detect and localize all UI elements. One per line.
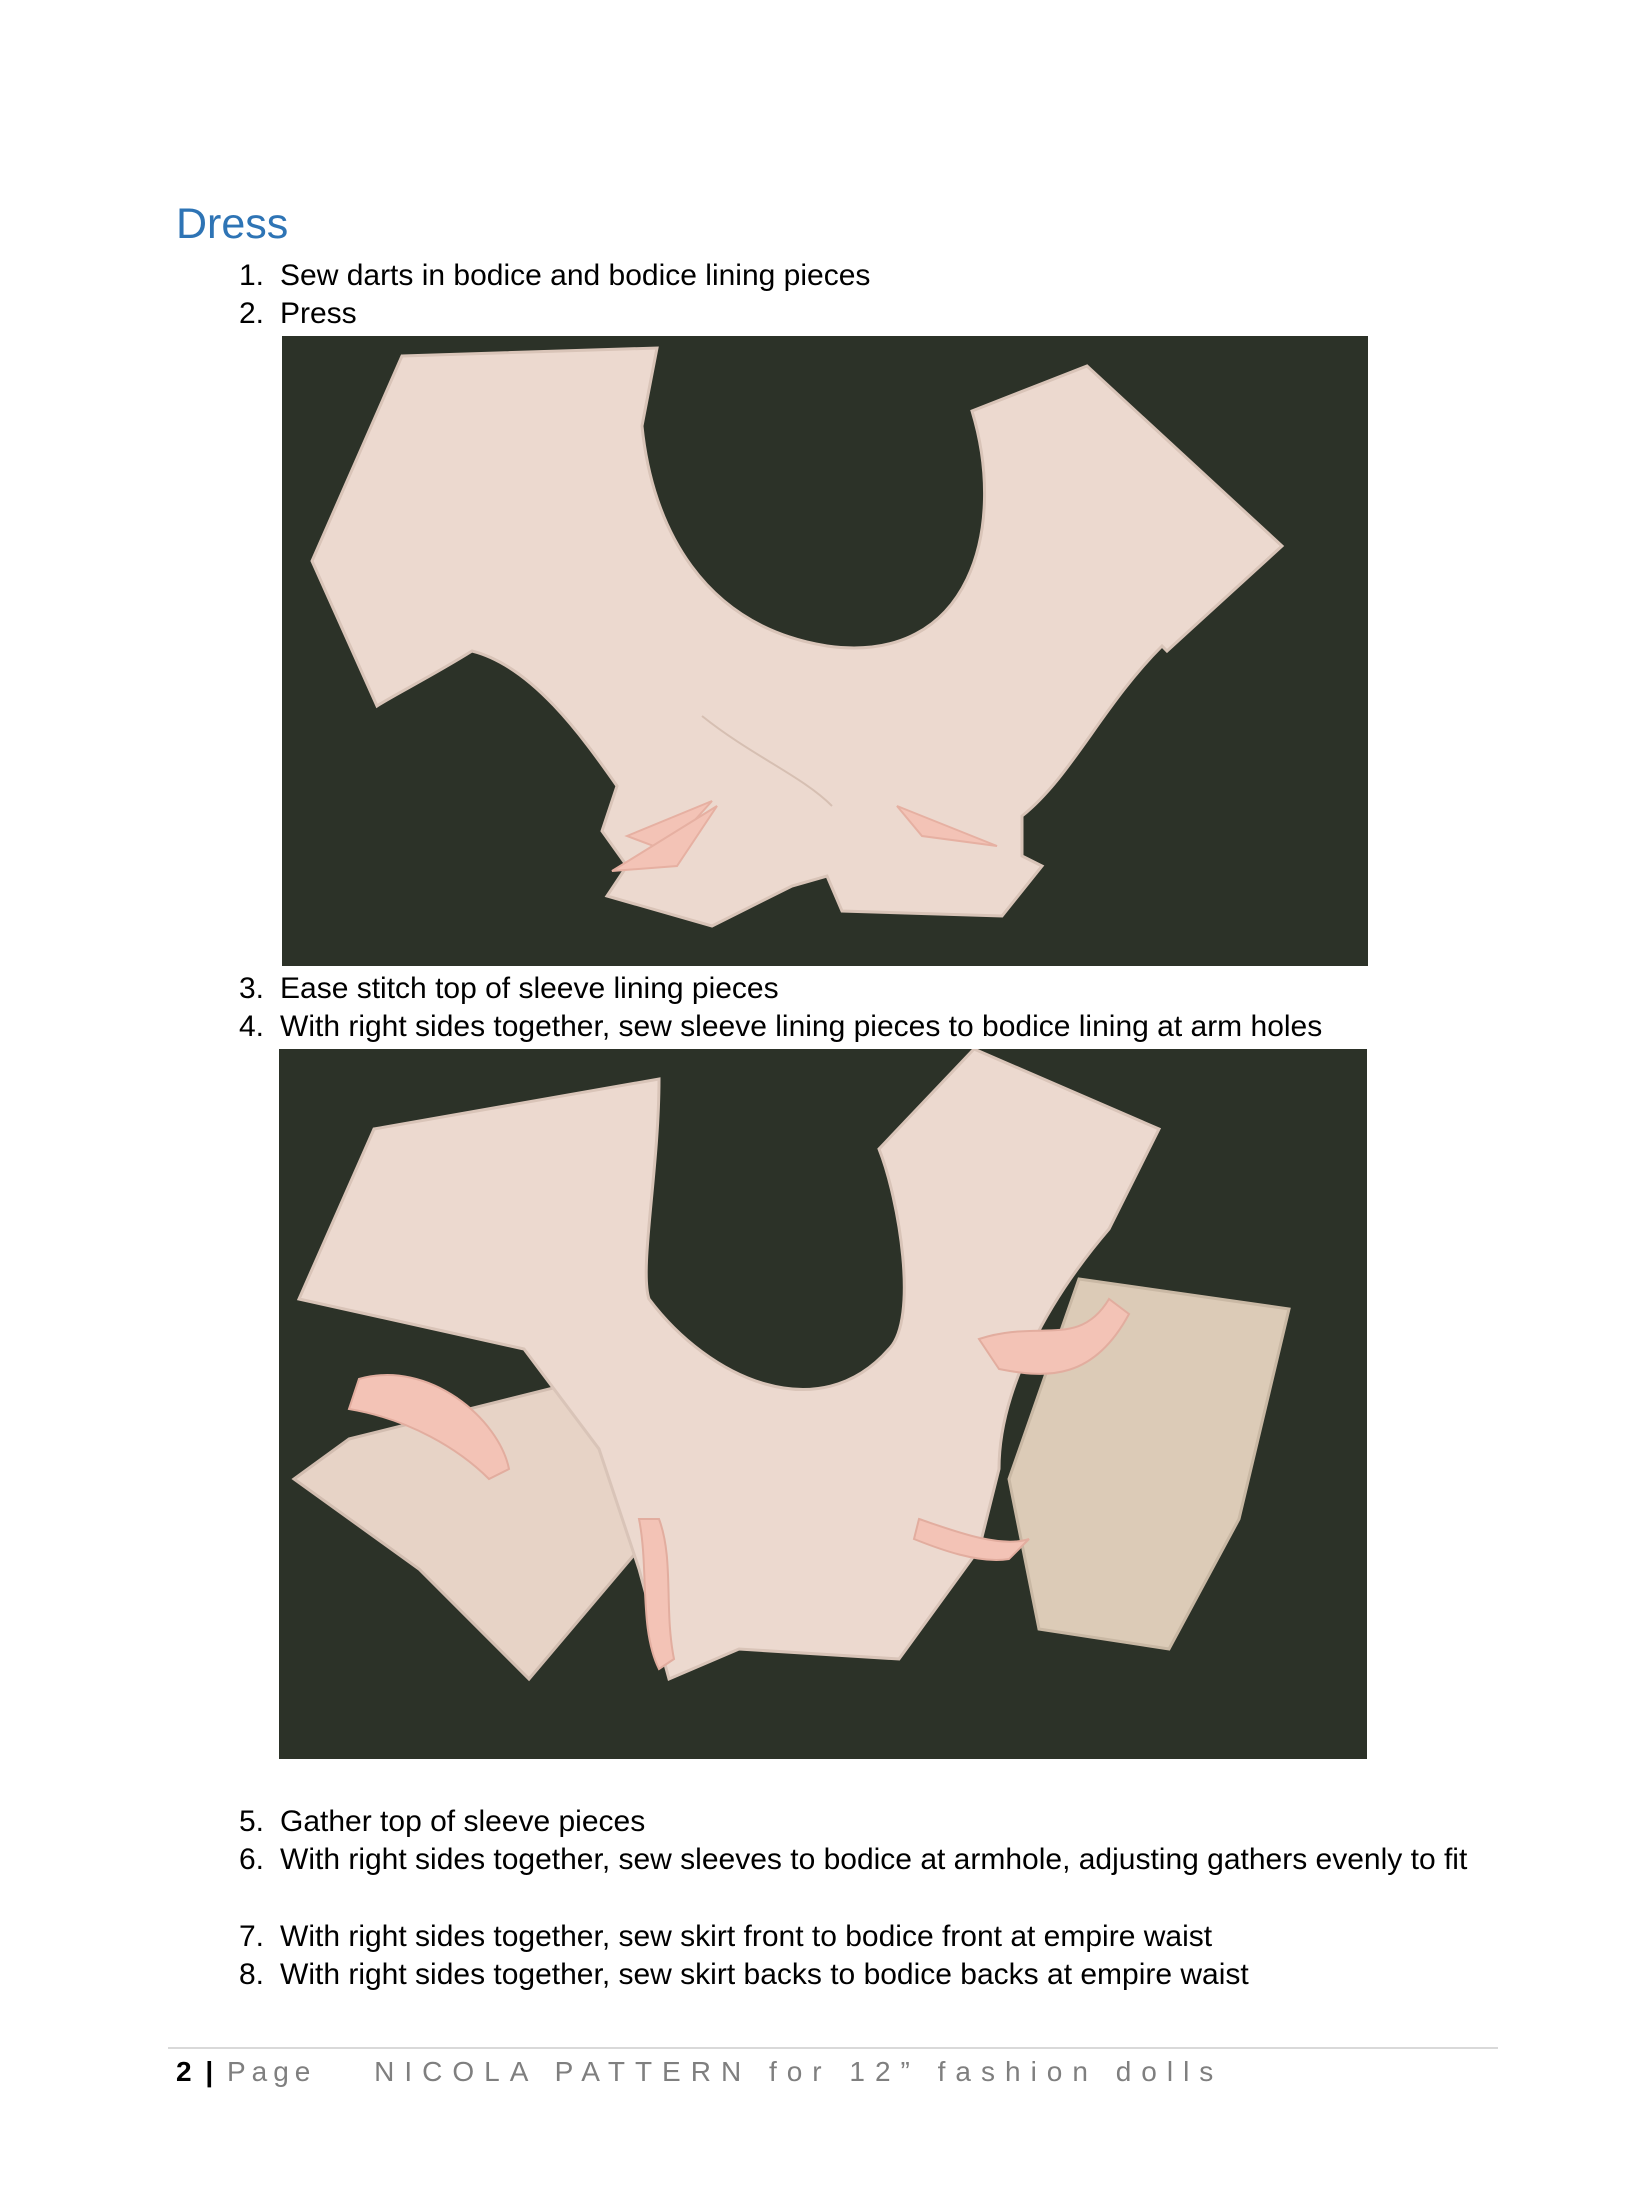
step-number: 2.	[238, 297, 264, 330]
sleeve-lining-illustration	[279, 1049, 1367, 1759]
page-label: Page	[226, 2056, 317, 2087]
sleeve-lining-photo	[279, 1049, 1367, 1759]
step-text: With right sides together, sew skirt backs to bodice backs at empire waist	[280, 1958, 1249, 1991]
bodice-darts-photo	[282, 336, 1368, 966]
footer-separator: |	[205, 2056, 214, 2087]
step-number: 4.	[238, 1010, 264, 1043]
section-heading: Dress	[176, 200, 289, 248]
step-number: 8.	[238, 1958, 264, 1991]
page-footer	[176, 2052, 1223, 2092]
bodice-darts-illustration	[282, 336, 1368, 966]
step-text: With right sides together, sew skirt front to bodice front at empire waist	[280, 1920, 1213, 1953]
step-text: Press	[280, 297, 357, 330]
step-text: Sew darts in bodice and bodice lining pieces	[280, 259, 871, 292]
step-number: 6.	[238, 1843, 264, 1876]
page-number: 2	[176, 2056, 192, 2087]
footer-title: NICOLA PATTERN for 12” fashion dolls	[374, 2056, 1224, 2087]
step-text: Ease stitch top of sleeve lining pieces	[280, 972, 779, 1005]
step-text: With right sides together, sew sleeves to bodice at armhole, adjusting gathers evenly to fit	[280, 1843, 1468, 1876]
step-number: 7.	[238, 1920, 264, 1953]
step-number: 1.	[238, 259, 264, 292]
footer-divider	[168, 2047, 1498, 2049]
step-text: With right sides together, sew sleeve lining pieces to bodice lining at arm holes	[280, 1010, 1323, 1043]
step-text: Gather top of sleeve pieces	[280, 1805, 646, 1838]
step-number: 5.	[238, 1805, 264, 1838]
step-number: 3.	[238, 972, 264, 1005]
